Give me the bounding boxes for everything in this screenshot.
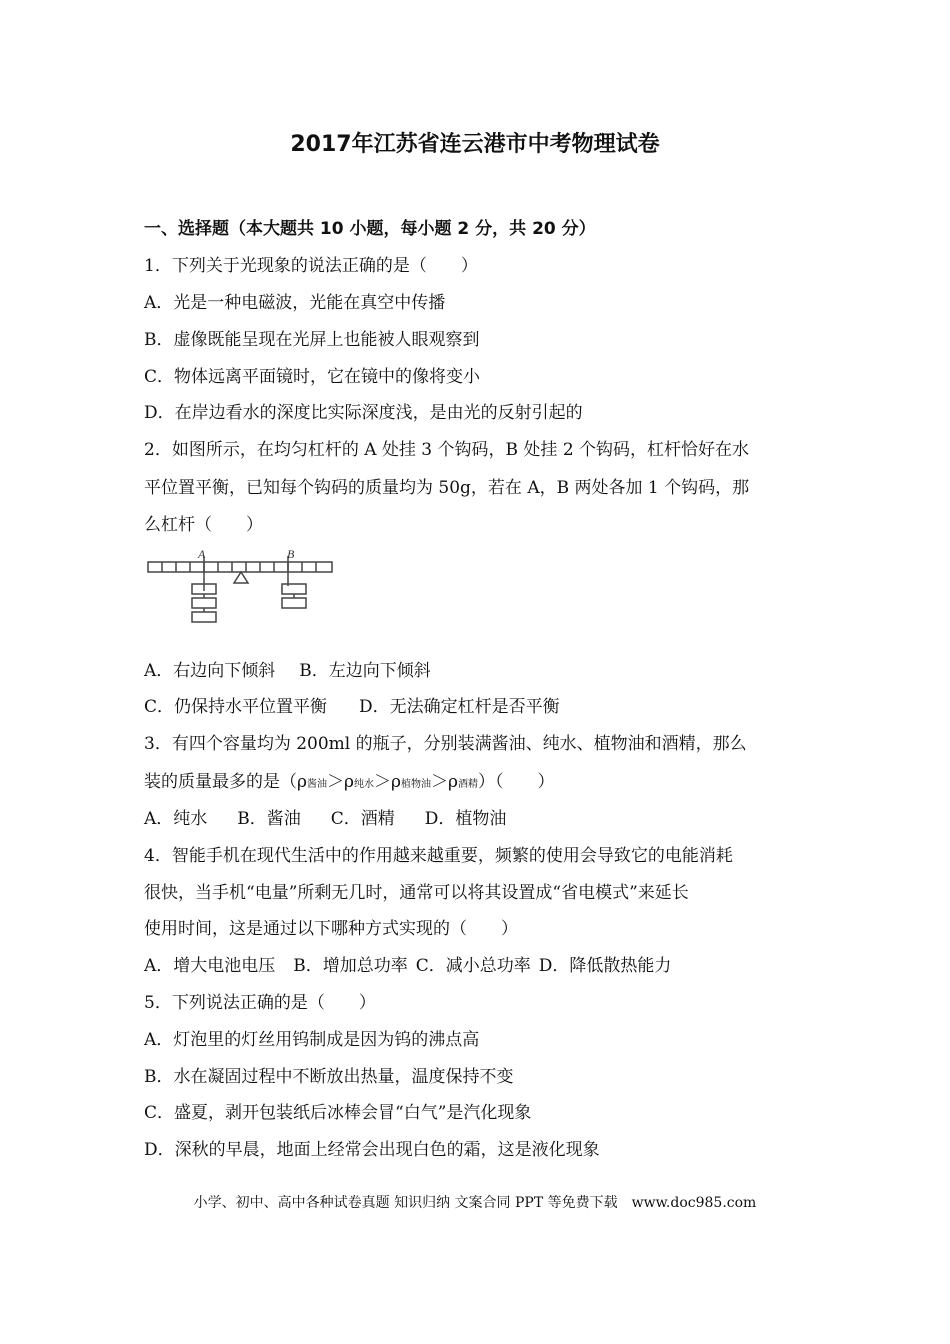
page-title: 2017年江苏省连云港市中考物理试卷	[290, 132, 660, 157]
question-4-line-3: 使用时间，这是通过以下哪种方式实现的（ ）	[144, 919, 518, 939]
weight-b-1	[282, 584, 306, 594]
question-5-option-d: D．深秋的早晨，地面上经常会出现白色的霜，这是液化现象	[144, 1140, 600, 1160]
q3-sub-oil: 植物油	[401, 779, 431, 790]
question-4-option-c: C．减小总功率	[415, 956, 531, 976]
fulcrum-triangle	[234, 572, 248, 583]
question-3-option-d: D．植物油	[424, 809, 507, 829]
label-a: A	[198, 547, 206, 561]
question-3-option-a: A．纯水	[144, 809, 208, 829]
question-4-line-1: 4．智能手机在现代生活中的作用越来越重要，频繁的使用会导致它的电能消耗	[144, 846, 733, 866]
question-4-option-d: D．降低散热能力	[538, 956, 672, 976]
weight-b-2	[282, 598, 306, 608]
q3-sub-water: 纯水	[354, 779, 374, 790]
question-5-option-a: A．灯泡里的灯丝用钨制成是因为钨的沸点高	[144, 1030, 480, 1050]
question-2-option-d: D．无法确定杠杆是否平衡	[359, 697, 560, 717]
q3-sub-soy: 酱油	[307, 779, 327, 790]
question-4-line-2: 很快，当手机“电量”所剩无几时，通常可以将其设置成“省电模式”来延长	[144, 883, 689, 903]
section-heading: 一、选择题（本大题共 10 小题，每小题 2 分，共 20 分）	[144, 219, 596, 239]
question-4-options	[144, 955, 671, 977]
question-4-option-b: B．增加总功率	[293, 956, 408, 976]
question-2-options-row-2	[144, 696, 560, 718]
question-2-line-1: 2．如图所示，在均匀杠杆的 A 处挂 3 个钩码，B 处挂 2 个钩码，杠杆恰好在水	[144, 440, 750, 460]
question-3-options	[144, 808, 506, 830]
q3-prefix: 装的质量最多的是（ρ	[144, 772, 307, 792]
question-2-line-2: 平位置平衡，已知每个钩码的质量均为 50g，若在 A，B 两处各加 1 个钩码，那	[144, 478, 750, 498]
footer-text: 小学、初中、高中各种试卷真题 知识归纳 文案合同 PPT 等免费下载 www.doc985.com	[193, 1195, 757, 1211]
question-3-option-b: B．酱油	[237, 809, 301, 829]
weight-a-2	[192, 598, 216, 608]
question-4-option-a: A．增大电池电压	[144, 956, 276, 976]
lever-figure	[146, 546, 336, 628]
question-5-option-c: C．盛夏，剥开包装纸后冰棒会冒“白气”是汽化现象	[144, 1103, 532, 1123]
question-3-line-1: 3．有四个容量均为 200ml 的瓶子，分别装满酱油、纯水、植物油和酒精，那么	[144, 734, 747, 754]
question-1-option-d: D．在岸边看水的深度比实际深度浅，是由光的反射引起的	[144, 403, 583, 423]
q3-sub-alcohol: 酒精	[458, 779, 478, 790]
question-5-option-b: B．水在凝固过程中不断放出热量，温度保持不变	[144, 1067, 514, 1087]
q3-gt-2: ＞ρ	[374, 772, 401, 792]
label-b: B	[287, 547, 295, 561]
question-1-option-c: C．物体远离平面镜时，它在镜中的像将变小	[144, 367, 481, 387]
question-1-option-a: A．光是一种电磁波，光能在真空中传播	[144, 293, 446, 313]
question-2-option-c: C．仍保持水平位置平衡	[144, 697, 328, 717]
weight-a-3	[192, 612, 216, 622]
question-1-stem: 1．下列关于光现象的说法正确的是（ ）	[144, 256, 478, 276]
question-5-stem: 5．下列说法正确的是（ ）	[144, 993, 376, 1013]
q3-gt-3: ＞ρ	[431, 772, 458, 792]
question-2-option-a: A．右边向下倾斜	[144, 661, 276, 681]
question-2-option-b: B．左边向下倾斜	[299, 661, 431, 681]
question-2-options-row-1	[144, 660, 431, 682]
question-3-option-c: C．酒精	[330, 809, 395, 829]
q3-suffix: ）（ ）	[478, 772, 555, 792]
question-2-line-3: 么杠杆（ ）	[144, 515, 263, 535]
question-1-option-b: B．虚像既能呈现在光屏上也能被人眼观察到	[144, 330, 480, 350]
question-3-line-2	[144, 771, 555, 796]
q3-gt-1: ＞ρ	[327, 772, 354, 792]
